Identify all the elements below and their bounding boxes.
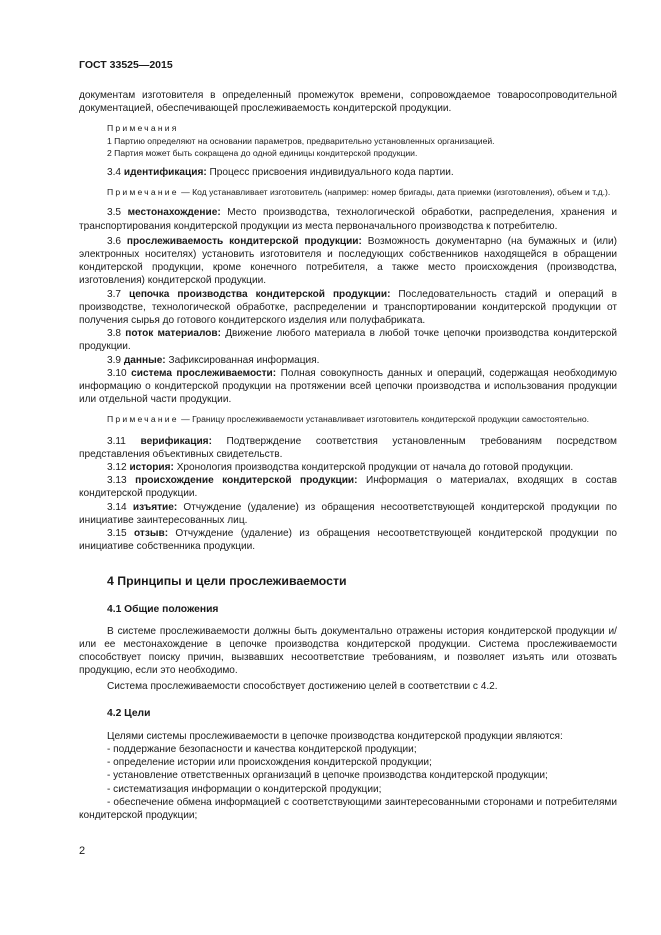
section-4-1-paragraph-2: Система прослеживаемости способствует достижению целей в соответствии с 4.2. — [107, 681, 498, 693]
definition-3-13: 3.13 происхождение кондитерской продукции: Информация о материалах, входящих в состав кондитерской продукции. — [79, 475, 617, 500]
definition-3-8: 3.8 поток материалов: Движение любого материала в любой точке цепочки производства кондитерской продукции. — [79, 328, 618, 353]
list-item: - определение истории или происхождения кондитерской продукции; — [107, 757, 432, 769]
intro-paragraph: документам изготовителя в определенный промежуток времени, сопровождаемое товаросопроводительной документацией, обеспечивающей прослеживаемость кондитерской продукции. — [79, 90, 617, 115]
definition-3-5: 3.5 местонахождение: Место производства, технологической обработки, распределения, хранения и транспортирования кондитерской продукции из места первоначального производства к потребителю. — [79, 207, 617, 232]
section-4-2-heading: 4.2 Цели — [107, 707, 151, 719]
document-body — [79, 89, 617, 823]
list-item: - установление ответственных организаций в цепочке производства кондитерской продукции; — [107, 770, 548, 782]
section-4-1-paragraph: В системе прослеживаемости должны быть документально отражены история кондитерской продукции и/или ее местонахождение в цепочке производства кондитерской продукции. Система прослеживаемости способствует поиску причин, вызвавших несоответствие требованиям, и позволяет изъять или отозвать продукцию, если это необходимо. — [79, 625, 617, 677]
definition-3-14: 3.14 изъятие: Отчуждение (удаление) из обращения несоответствующей кондитерской продукции по инициативе заинтересованных лиц. — [79, 501, 617, 526]
page-number: 2 — [79, 845, 86, 857]
list-item: - поддержание безопасности и качества кондитерской продукции; — [107, 743, 417, 755]
section-4-heading: 4 Принципы и цели прослеживаемости — [107, 573, 347, 588]
definition-3-4: 3.4 идентификация: Процесс присвоения индивидуального кода партии. — [107, 167, 454, 179]
section-4-1-heading: 4.1 Общие положения — [107, 603, 219, 615]
note-block-3-3 — [79, 122, 617, 159]
definition-3-10: 3.10 система прослеживаемости: Полная совокупность данных и операций, содержащая необходимую информацию о кондитерской продукции на протяжении всей цепочки производства и использования продукции или отдельной части продукции. — [79, 367, 617, 406]
note-item: 1 Партию определяют на основании параметров, предварительно установленных организацией. — [107, 135, 495, 146]
definition-3-6: 3.6 прослеживаемость кондитерской продукции: Возможность документарно (на бумажных и (или) электронных носителях) установить изготовителя и последующих собственников находящейся в обращении кондитерской продукции, кроме конечного потребителя, а также место происхождения (производства, изготовления) кондитерской продукции. — [79, 235, 618, 287]
note-item: 2 Партия может быть сокращена до одной единицы кондитерской продукции. — [107, 147, 418, 158]
list-item: - обеспечение обмена информацией с соответствующими заинтересованными сторонами и потребителями кондитерской продукции; — [79, 796, 617, 822]
note-3-4: Примечание — Код устанавливает изготовитель (например: номер бригады, дата приемки (изготовления), объем и т.д.). — [107, 187, 611, 198]
section-4-2-intro: Целями системы прослеживаемости в цепочке производства кондитерской продукции являются: — [107, 730, 563, 742]
standard-header: ГОСТ 33525—2015 — [79, 59, 173, 71]
definition-3-15: 3.15 отзыв: Отчуждение (удаление) из обращения несоответствующей кондитерской продукции по инициативе собственника продукции. — [79, 528, 617, 553]
definition-3-7: 3.7 цепочка производства кондитерской продукции: Последовательность стадий и операций в производстве, технологической обработке, распределении и транспортировании кондитерской продукции от получения сырья до готового кондитерского изделия или полуфабриката. — [79, 288, 617, 327]
note-3-10: Примечание — Границу прослеживаемости устанавливает изготовитель кондитерской продукции самостоятельно. — [107, 414, 590, 425]
definition-3-12: 3.12 история: Хронология производства кондитерской продукции от начала до готовой продукции. — [107, 462, 574, 474]
note-label: Примечания — [107, 123, 179, 134]
definition-3-11: 3.11 верификация: Подтверждение соответствия установленным требованиям посредством представления объективных свидетельств. — [79, 435, 617, 460]
definition-3-9: 3.9 данные: Зафиксированная информация. — [107, 354, 320, 366]
list-item: - систематизация информации о кондитерской продукции; — [107, 783, 382, 795]
goals-list — [79, 743, 617, 823]
